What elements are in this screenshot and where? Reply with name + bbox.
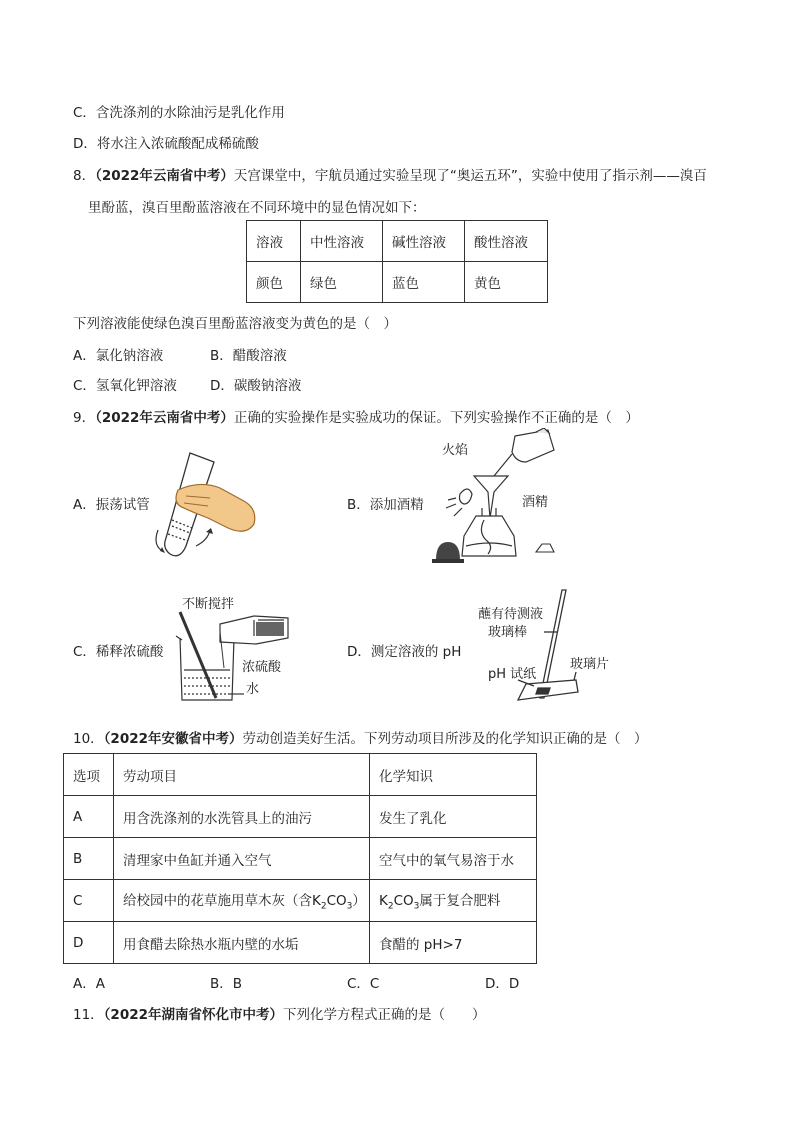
formula-sub: 2 <box>320 901 327 912</box>
table-cell: 发生了乳化 <box>370 796 537 838</box>
alcohol-label: 酒精 <box>522 495 549 510</box>
table-cell: 清理家中鱼缸并通入空气 <box>114 838 370 880</box>
flame-label: 火焰 <box>442 443 469 458</box>
table-cell: 黄色 <box>465 262 548 303</box>
table-cell <box>114 880 370 922</box>
q8-option-d: D．碳酸钠溶液 <box>210 378 302 394</box>
q10-option-a: A．A <box>73 976 105 992</box>
q11-source: （2022年湖南省怀化市中考） <box>103 1007 284 1023</box>
ph-paper-label: pH 试纸 <box>488 667 537 682</box>
table-row <box>247 262 548 303</box>
formula-sub: 2 <box>387 901 394 912</box>
q9-option-c: C．稀释浓硫酸 <box>73 644 164 660</box>
table-cell: 食醋的 pH>7 <box>370 922 537 964</box>
table-row <box>247 221 548 262</box>
table-row <box>64 922 537 964</box>
add-alcohol-figure <box>420 428 570 570</box>
table-cell <box>370 880 537 922</box>
table-header-cell: 化学知识 <box>370 754 537 796</box>
q8-option-b: B．醋酸溶液 <box>210 348 287 364</box>
table-row <box>64 838 537 880</box>
glass-rod-label: 玻璃棒 <box>488 625 528 640</box>
q7-option-c: C．含洗涤剂的水除油污是乳化作用 <box>73 105 285 121</box>
formula-sub: 3 <box>413 901 420 912</box>
cell-text: 给校园中的花草施用草木灰（含 <box>123 893 312 910</box>
table-header-cell: 选项 <box>64 754 114 796</box>
table-cell: 中性溶液 <box>301 221 383 262</box>
cell-text: ） <box>352 893 366 910</box>
formula-sub: 3 <box>346 901 353 912</box>
concentrated-acid-label: 浓硫酸 <box>242 660 282 675</box>
dip-label: 蘸有待测液 <box>478 607 544 622</box>
q8-text: 天宫课堂中，宇航员通过实验呈现了“奥运五环”，实验中使用了指示剂——溴百 <box>233 168 707 184</box>
q9-option-b: B．添加酒精 <box>347 497 424 513</box>
indicator-color-table <box>246 220 548 303</box>
q8-stem <box>73 164 707 184</box>
dilute-acid-figure <box>170 590 320 708</box>
q9-source: （2022年云南省中考） <box>95 410 234 426</box>
table-cell: B <box>64 838 114 880</box>
table-cell: 蓝色 <box>383 262 465 303</box>
cell-text: 属于复合肥料 <box>419 893 501 910</box>
q10-option-d: D．D <box>485 976 520 992</box>
table-header-cell: 劳动项目 <box>114 754 370 796</box>
q10-stem <box>73 727 648 747</box>
glass-plate-label: 玻璃片 <box>570 657 610 672</box>
formula-co: CO <box>393 893 414 910</box>
q8-option-c: C．氢氧化钾溶液 <box>73 378 177 394</box>
q8-option-a: A．氯化钠溶液 <box>73 348 164 364</box>
q11-text: 下列化学方程式正确的是（ ） <box>283 1007 486 1023</box>
shake-test-tube-figure <box>150 448 265 563</box>
table-cell: 空气中的氧气易溶于水 <box>370 838 537 880</box>
q10-text: 劳动创造美好生活。下列劳动项目所涉及的化学知识正确的是（ ） <box>242 731 648 747</box>
q8-source: （2022年云南省中考） <box>95 168 234 184</box>
q8-stem-line2: 里酚蓝，溴百里酚蓝溶液在不同环境中的显色情况如下： <box>88 200 426 216</box>
formula-co: CO <box>326 893 347 910</box>
table-cell: 绿色 <box>301 262 383 303</box>
measure-ph-figure <box>478 588 618 712</box>
table-row <box>64 754 537 796</box>
q7-option-d: D．将水注入浓硫酸配成稀硫酸 <box>73 136 259 152</box>
table-cell: 碱性溶液 <box>383 221 465 262</box>
q10-option-b: B．B <box>210 976 243 992</box>
table-row <box>64 796 537 838</box>
q10-option-c: C．C <box>347 976 380 992</box>
table-cell: 颜色 <box>247 262 301 303</box>
q11-stem <box>73 1003 486 1023</box>
q8-number: 8． <box>73 168 96 184</box>
table-cell: A <box>64 796 114 838</box>
q9-text: 正确的实验操作是实验成功的保证。下列实验操作不正确的是（ ） <box>233 410 639 426</box>
q9-number: 9． <box>73 410 96 426</box>
table-cell: 溶液 <box>247 221 301 262</box>
q9-option-d: D．测定溶液的 pH <box>347 644 462 660</box>
formula-k: K <box>312 893 321 910</box>
table-row <box>64 880 537 922</box>
q11-number: 11． <box>73 1007 104 1023</box>
q9-option-a: A．振荡试管 <box>73 497 150 513</box>
q10-source: （2022年安徽省中考） <box>103 731 243 747</box>
q8-question: 下列溶液能使绿色溴百里酚蓝溶液变为黄色的是（ ） <box>73 316 397 332</box>
labor-chemistry-table <box>63 753 537 964</box>
q10-number: 10． <box>73 731 104 747</box>
table-cell: 酸性溶液 <box>465 221 548 262</box>
table-cell: D <box>64 922 114 964</box>
stir-label: 不断搅拌 <box>182 597 235 612</box>
q9-stem <box>73 406 639 426</box>
table-cell: C <box>64 880 114 922</box>
table-cell: 用食醋去除热水瓶内壁的水垢 <box>114 922 370 964</box>
formula-k: K <box>379 893 388 910</box>
water-label: 水 <box>246 682 260 697</box>
table-cell: 用含洗涤剂的水洗管具上的油污 <box>114 796 370 838</box>
